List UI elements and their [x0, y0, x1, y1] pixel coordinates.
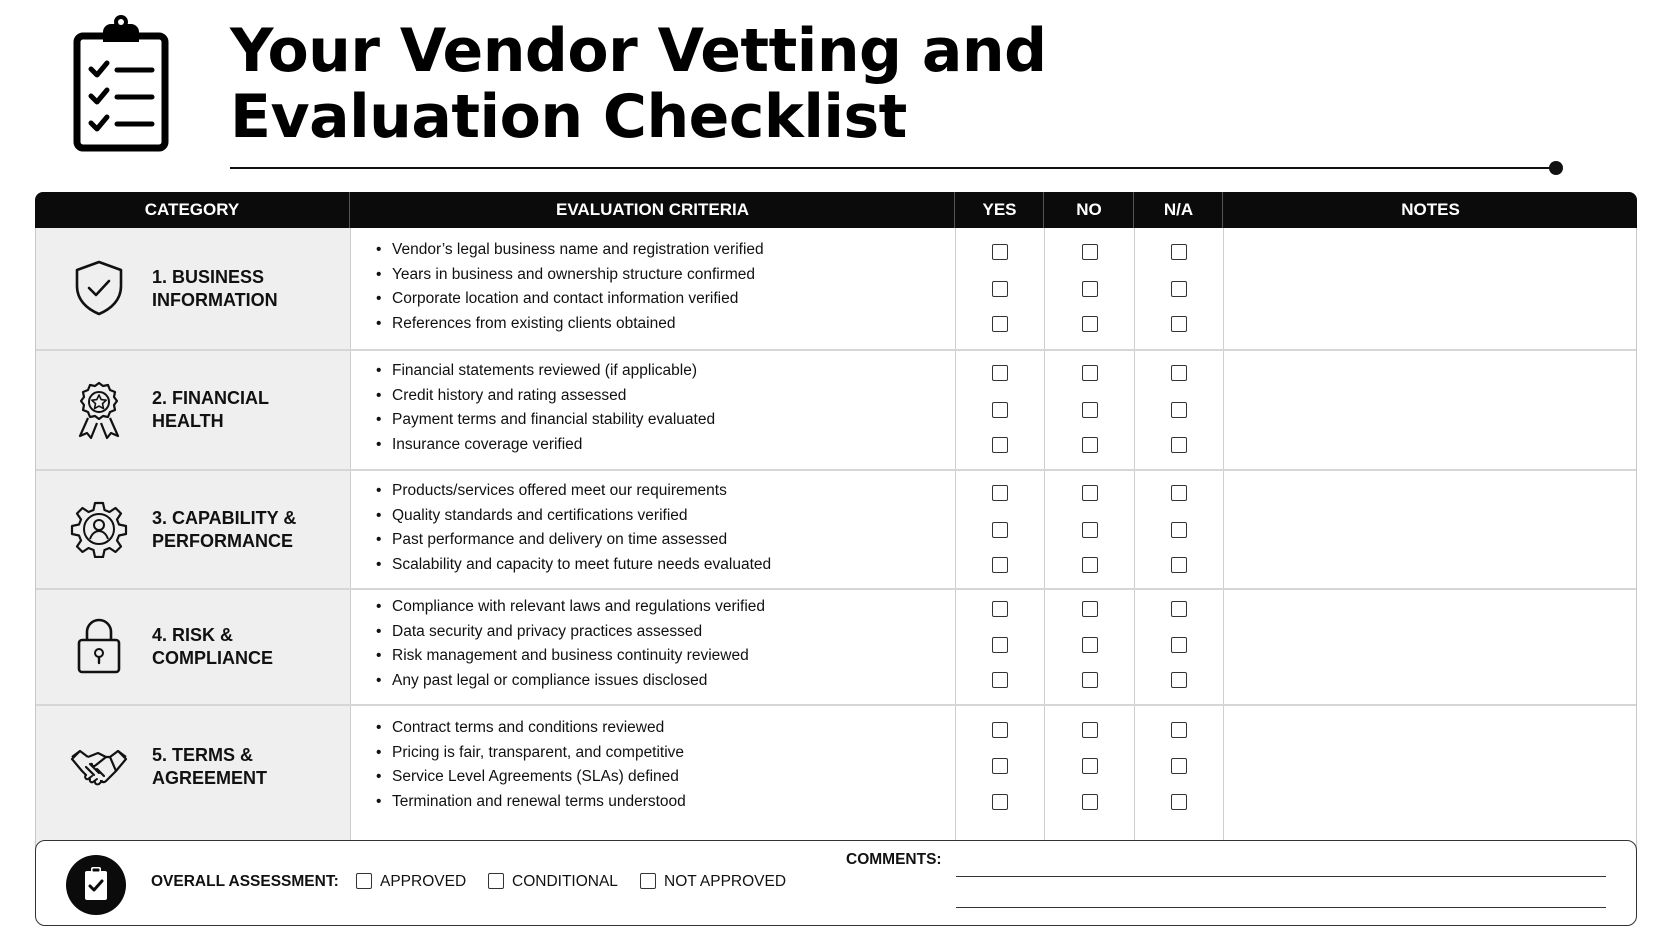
overall-assessment-label: OVERALL ASSESSMENT: [151, 873, 339, 890]
column-header-yes: YES [954, 192, 1044, 228]
no-checkbox[interactable] [1082, 365, 1098, 381]
category-label: 1. BUSINESS INFORMATION [152, 267, 278, 310]
yes-checkbox[interactable] [992, 672, 1008, 688]
na-checkbox[interactable] [1171, 557, 1187, 573]
table-row-business-information [36, 228, 1637, 349]
approved-checkbox[interactable] [356, 873, 372, 889]
no-checkbox[interactable] [1082, 281, 1098, 297]
criteria-item: • Quality standards and certifications verified [376, 504, 771, 529]
yes-checkbox[interactable] [992, 316, 1008, 332]
yes-checkbox[interactable] [992, 244, 1008, 260]
column-header-na: N/A [1133, 192, 1223, 228]
na-checkbox[interactable] [1171, 637, 1187, 653]
no-checkbox[interactable] [1082, 637, 1098, 653]
na-checkbox[interactable] [1171, 722, 1187, 738]
na-checkbox[interactable] [1171, 672, 1187, 688]
na-checkbox[interactable] [1171, 758, 1187, 774]
table-header [35, 192, 1637, 228]
criteria-item: • Service Level Agreements (SLAs) defined [376, 765, 686, 790]
yes-checkbox[interactable] [992, 557, 1008, 573]
award-ribbon-icon [70, 381, 128, 439]
no-checkbox[interactable] [1082, 485, 1098, 501]
na-checkbox[interactable] [1171, 601, 1187, 617]
category-cell [36, 471, 350, 588]
criteria-list [376, 238, 764, 336]
table-row-capability-performance [36, 471, 1637, 588]
title-underline-dot [1549, 161, 1563, 175]
yes-checkbox[interactable] [992, 437, 1008, 453]
no-checkbox[interactable] [1082, 794, 1098, 810]
yes-checkbox[interactable] [992, 601, 1008, 617]
criteria-item: • Pricing is fair, transparent, and competitive [376, 741, 686, 766]
shield-check-icon [70, 259, 128, 317]
checklist-table [35, 192, 1637, 865]
overall-assessment-panel [35, 840, 1637, 926]
no-checkbox[interactable] [1082, 316, 1098, 332]
criteria-item: • Insurance coverage verified [376, 433, 715, 458]
table-row-financial-health [36, 351, 1637, 469]
title-underline [230, 167, 1550, 169]
no-checkbox[interactable] [1082, 672, 1098, 688]
not-approved-checkbox[interactable] [640, 873, 656, 889]
category-cell [36, 351, 350, 469]
category-cell [36, 590, 350, 704]
table-row-risk-compliance [36, 590, 1637, 704]
criteria-item: • Credit history and rating assessed [376, 384, 715, 409]
na-checkbox[interactable] [1171, 316, 1187, 332]
criteria-list [376, 716, 686, 814]
na-checkbox[interactable] [1171, 244, 1187, 260]
na-checkbox[interactable] [1171, 402, 1187, 418]
yes-checkbox[interactable] [992, 522, 1008, 538]
category-label: 2. FINANCIAL HEALTH [152, 388, 269, 431]
criteria-item: • Risk management and business continuity reviewed [376, 644, 765, 669]
no-checkbox[interactable] [1082, 522, 1098, 538]
criteria-item: • Years in business and ownership structure confirmed [376, 263, 764, 288]
no-checkbox[interactable] [1082, 244, 1098, 260]
yes-checkbox[interactable] [992, 281, 1008, 297]
handshake-icon [70, 737, 128, 795]
clipboard-check-icon [66, 855, 126, 915]
criteria-item: • Financial statements reviewed (if applicable) [376, 359, 715, 384]
na-checkbox[interactable] [1171, 365, 1187, 381]
column-header-category: CATEGORY [144, 200, 240, 219]
not-approved-label: NOT APPROVED [664, 873, 787, 890]
criteria-item: • Payment terms and financial stability evaluated [376, 408, 715, 433]
category-cell [36, 228, 350, 349]
yes-checkbox[interactable] [992, 485, 1008, 501]
yes-checkbox[interactable] [992, 365, 1008, 381]
no-checkbox[interactable] [1082, 722, 1098, 738]
yes-checkbox[interactable] [992, 794, 1008, 810]
comments-line[interactable] [956, 876, 1606, 877]
na-checkbox[interactable] [1171, 522, 1187, 538]
approved-label: APPROVED [380, 873, 467, 890]
no-checkbox[interactable] [1082, 402, 1098, 418]
criteria-list [376, 359, 715, 457]
no-checkbox[interactable] [1082, 601, 1098, 617]
category-label: 4. RISK & COMPLIANCE [152, 625, 273, 668]
comments-label: COMMENTS: [846, 851, 942, 868]
conditional-checkbox[interactable] [488, 873, 504, 889]
page-title [230, 18, 1047, 150]
criteria-item: • Corporate location and contact information verified [376, 287, 764, 312]
no-checkbox[interactable] [1082, 758, 1098, 774]
criteria-item: • Compliance with relevant laws and regulations verified [376, 595, 765, 620]
criteria-item: • Products/services offered meet our requirements [376, 479, 771, 504]
comments-line[interactable] [956, 907, 1606, 908]
padlock-icon [70, 616, 128, 674]
no-checkbox[interactable] [1082, 557, 1098, 573]
criteria-item: • References from existing clients obtained [376, 312, 764, 337]
criteria-item: • Contract terms and conditions reviewed [376, 716, 686, 741]
na-checkbox[interactable] [1171, 437, 1187, 453]
criteria-item: • Any past legal or compliance issues disclosed [376, 669, 765, 694]
column-header-criteria: EVALUATION CRITERIA [349, 192, 955, 228]
criteria-list [376, 595, 765, 693]
criteria-item: • Past performance and delivery on time assessed [376, 528, 771, 553]
yes-checkbox[interactable] [992, 637, 1008, 653]
clipboard-check-icon-glyph [66, 855, 126, 915]
criteria-item: • Termination and renewal terms understood [376, 790, 686, 815]
criteria-item: • Data security and privacy practices assessed [376, 620, 765, 645]
title-line-2: Evaluation Checklist [230, 82, 907, 152]
na-checkbox[interactable] [1171, 281, 1187, 297]
criteria-item: • Scalability and capacity to meet future needs evaluated [376, 553, 771, 578]
category-label: 5. TERMS & AGREEMENT [152, 745, 268, 788]
column-header-no: NO [1043, 192, 1134, 228]
na-checkbox[interactable] [1171, 485, 1187, 501]
yes-checkbox[interactable] [992, 758, 1008, 774]
table-body [35, 228, 1637, 865]
yes-checkbox[interactable] [992, 722, 1008, 738]
gear-person-icon [70, 500, 128, 558]
yes-checkbox[interactable] [992, 402, 1008, 418]
criteria-list [376, 479, 771, 577]
na-checkbox[interactable] [1171, 794, 1187, 810]
column-header-notes: NOTES [1222, 192, 1638, 228]
title-line-1: Your Vendor Vetting and [230, 16, 1047, 86]
conditional-label: CONDITIONAL [512, 873, 618, 890]
criteria-item: • Vendor’s legal business name and registration verified [376, 238, 764, 263]
clipboard-checklist-icon [70, 12, 172, 152]
no-checkbox[interactable] [1082, 437, 1098, 453]
category-label: 3. CAPABILITY & PERFORMANCE [152, 508, 297, 551]
